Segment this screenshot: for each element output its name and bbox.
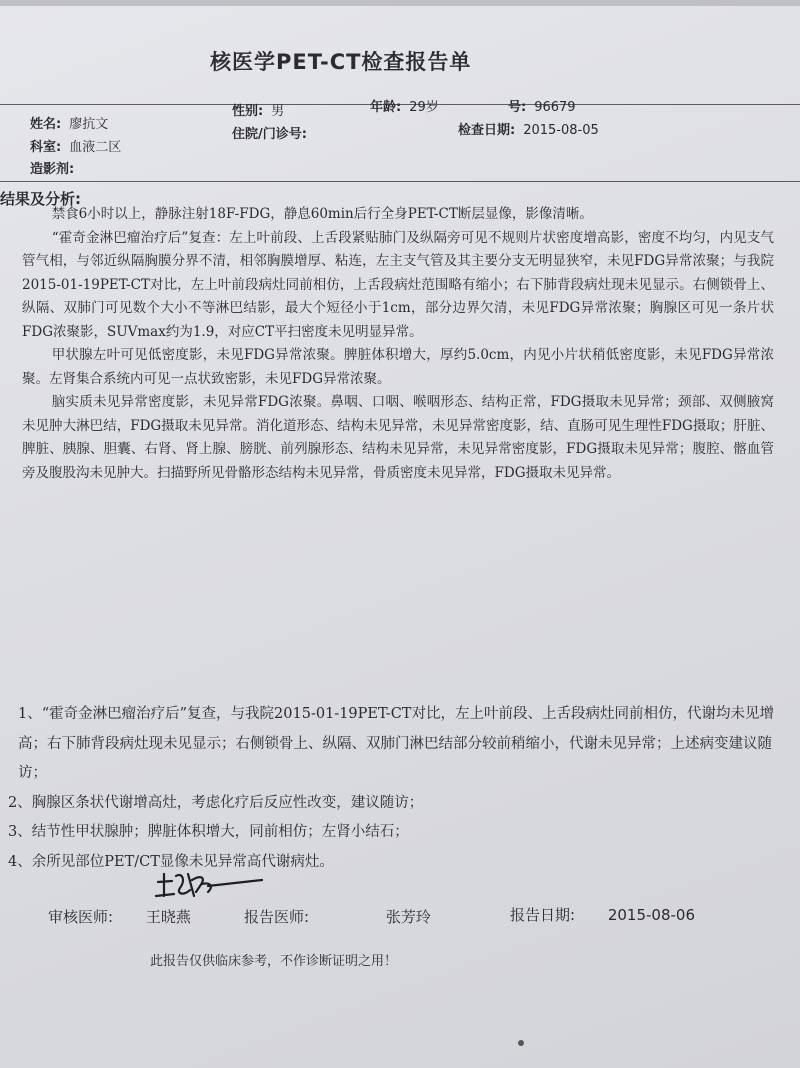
reviewer [48, 906, 191, 927]
report-title: 核医学PET-CT检查报告单 [210, 50, 472, 74]
report-date-value: 2015-08-06 [607, 906, 696, 924]
conclusion-item: 1、“霍奇金淋巴瘤治疗后”复查，与我院2015-01-19PET-CT对比，左上叶前段、上舌段病灶同前相仿，代谢均未见增高；右下肺背段病灶现未见显示；右侧锁骨上、纵隔、双肺门淋巴结部分较前稍缩小，代谢未见异常；上述病变建议随访； [18, 706, 774, 781]
number-value: 96679 [534, 100, 576, 115]
findings-body [22, 203, 774, 485]
patient-dept [30, 136, 121, 155]
report-date [510, 904, 695, 925]
conclusion-item: 4、余所见部位PET/CT显像未见异常高代谢病灶。 [8, 853, 334, 870]
findings-paragraph: 禁食6小时以上，静脉注射18F-FDG，静息60min后行全身PET-CT断层显像，影像清晰。 [51, 206, 593, 222]
conclusion-item: 3、结节性甲状腺肿；脾脏体积增大，同前相仿；左肾小结石； [8, 824, 409, 840]
header-bottom-rule [0, 181, 800, 182]
age-label: 年龄: [370, 100, 402, 115]
top-edge [0, 0, 800, 6]
reviewer-label: 审核医师: [48, 908, 114, 926]
patient-name [30, 113, 108, 132]
findings-paragraph: 脑实质未见异常密度影，未见异常FDG浓聚。鼻咽、口咽、喉咽形态、结构正常，FDG摄取未见异常；颈部、双侧腋窝未见肿大淋巴结，FDG摄取未见异常。消化道形态、结构未见异常，未见异常密度影，结、直肠可见生理性FDG摄取；肝脏、脾脏、胰腺、胆囊、右肾、肾上腺、膀胱、前列腺形态、结构未见异常，未见异常密度影，FDG摄取未见异常；腹腔、髂血管旁及腹股沟未见肿大。扫描野所见骨骼形态结构未见异常，骨质密度未见异常，FDG摄取未见异常。 [22, 394, 774, 481]
patient-number [508, 96, 576, 115]
gender-label: 性别: [232, 104, 264, 119]
findings-title: 结果及分析: [0, 190, 81, 208]
report-date-label: 报告日期: [510, 906, 576, 924]
name-value: 廖抗文 [69, 117, 109, 132]
number-label: 号: [508, 100, 527, 115]
inpatient-label: 住院/门诊号: [232, 127, 307, 142]
disclaimer: 此报告仅供临床参考，不作诊断证明之用！ [150, 954, 398, 969]
exam-date-value: 2015-08-05 [523, 123, 599, 138]
conclusions [8, 700, 782, 877]
handwritten-signature [150, 866, 270, 906]
conclusion-item: 2、胸腺区条状代谢增高灶，考虑化疗后反应性改变，建议随访； [8, 794, 424, 811]
reviewer-name: 王晓燕 [145, 908, 191, 926]
age-value: 29岁 [409, 100, 439, 115]
paper-speck [518, 1040, 524, 1046]
exam-date [458, 119, 599, 138]
contrast-label: 造影剂: [30, 162, 75, 177]
exam-date-label: 检查日期: [458, 123, 516, 138]
findings-paragraph: 甲状腺左叶可见低密度影，未见FDG异常浓聚。脾脏体积增大，厚约5.0cm，内见小片状稍低密度影，未见FDG异常浓聚。左肾集合系统内可见一点状致密影，未见FDG异常浓聚。 [22, 347, 774, 387]
patient-inpatient-no [232, 123, 315, 142]
patient-age [370, 96, 439, 115]
reporter [244, 906, 431, 927]
dept-value: 血液二区 [69, 140, 122, 155]
reporter-label: 报告医师: [244, 908, 310, 926]
gender-value: 男 [271, 104, 285, 119]
name-label: 姓名: [30, 117, 62, 132]
dept-label: 科室: [30, 140, 62, 155]
findings-paragraph: “霍奇金淋巴瘤治疗后”复查：左上叶前段、上舌段紧贴肺门及纵隔旁可见不规则片状密度增高影，密度不均匀，内见支气管气相，与邻近纵隔胸膜分界不清，相邻胸膜增厚、粘连，左主支气管及其主要分支无明显狭窄，未见FDG异常浓聚；与我院2015-01-19PET-CT对比，左上叶前段病灶同前相仿，上舌段病灶范围略有缩小；右下肺背段病灶现未见显示。右侧锁骨上、纵隔、双肺门可见数个大小不等淋巴结影，最大个短径小于1cm，部分边界欠清，未见FDG异常浓聚；胸腺区可见一条片状FDG浓聚影，SUVmax约为1.9，对应CT平扫密度未见明显异常。 [22, 229, 774, 340]
contrast-agent [30, 158, 82, 177]
patient-gender [232, 100, 284, 119]
reporter-name: 张芳玲 [385, 908, 431, 926]
